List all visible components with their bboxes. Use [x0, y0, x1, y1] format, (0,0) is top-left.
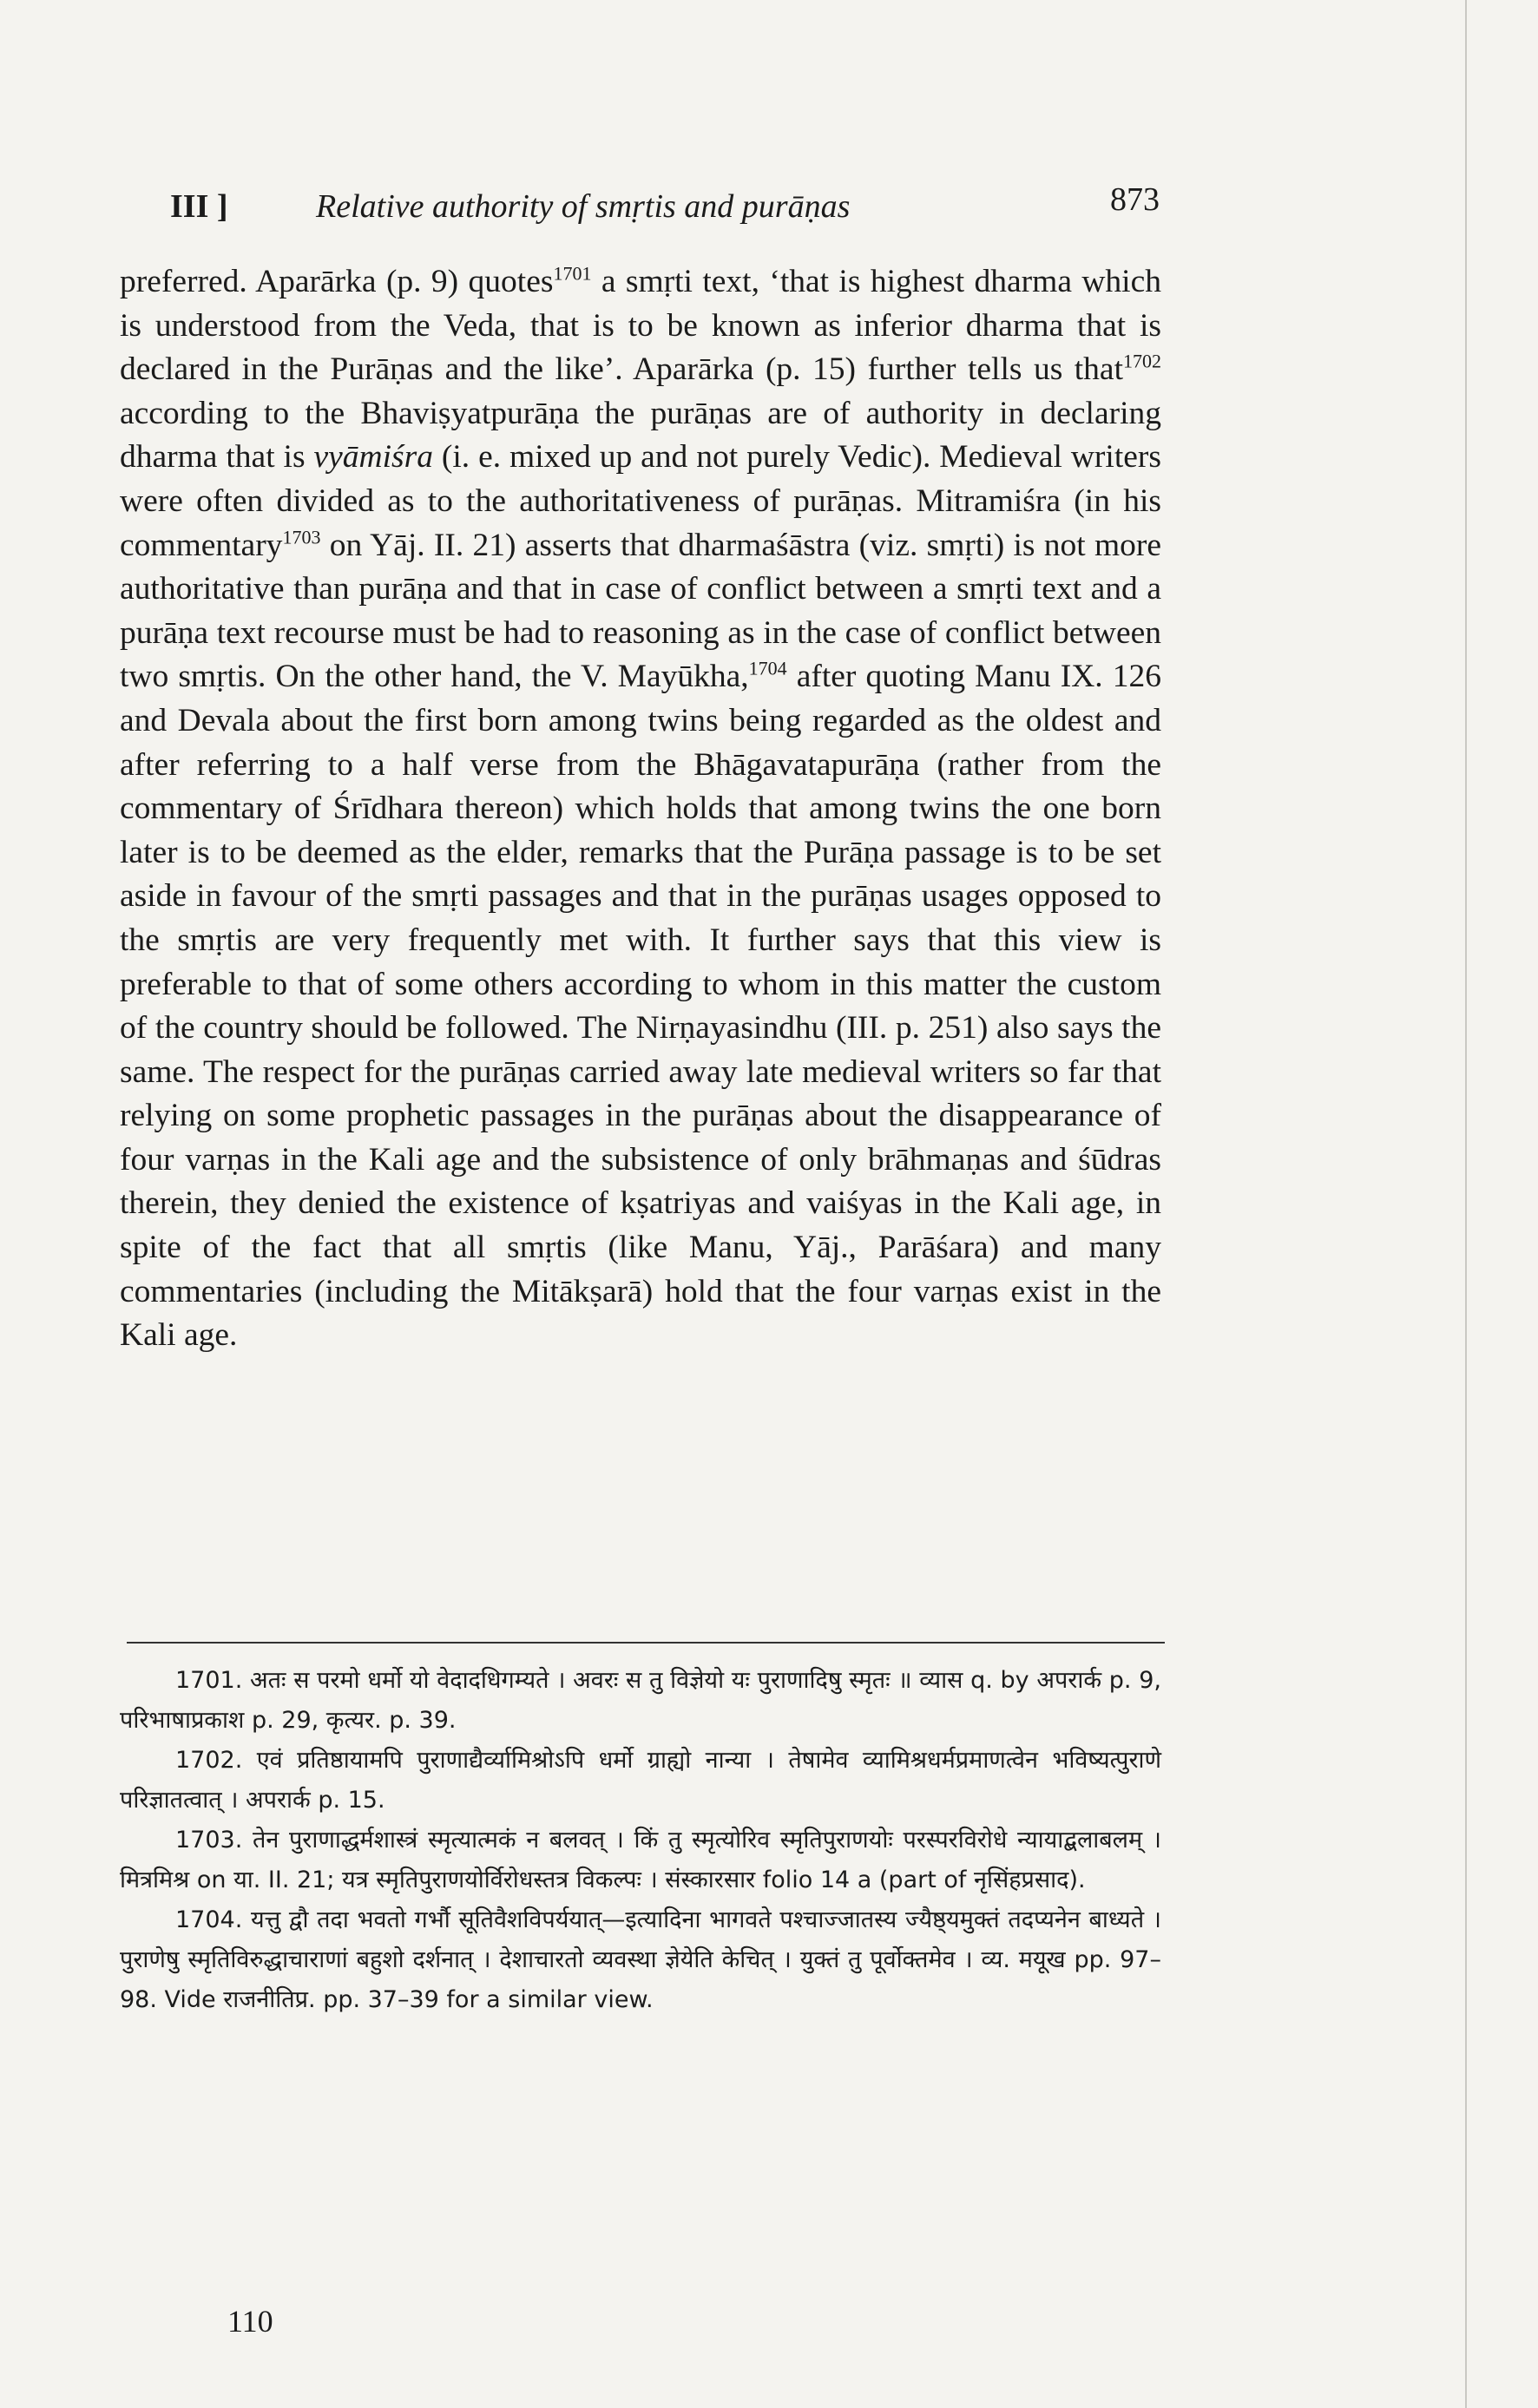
footnote-1702: 1702. एवं प्रतिष्ठायामपि पुराणाद्यैर्व्यामिश्रोऽपि धर्मो ग्राह्यो नान्या । तेषामेव व्यामिश्रधर्मप्रमाणत्वेन भविष्यत्पुराणे परिज्ञातत्वात् । अपरार्क p. 15. [120, 1747, 1161, 1814]
footnotes [120, 1661, 1161, 2020]
footnote-1703: 1703. तेन पुराणाद्धर्मशास्त्रं स्मृत्यात्मकं न बलवत् । किं तु स्मृत्योरिव स्मृतिपुराणयोः परस्परविरोधे न्यायाद्बलाबलम् । मित्रमिश्र on या. II. 21; यत्र स्मृतिपुराणयोर्विरोधस्तत्र विकल्पः । संस्कारसार folio 14 a (part of नृसिंहप्रसाद). [120, 1827, 1161, 1893]
running-title: Relative authority of smṛtis and purāṇas [316, 188, 851, 225]
chapter-marker: III ] [170, 188, 228, 225]
term-vyamisra: vyāmiśra [313, 439, 433, 476]
body-text-segment: a smṛti text, ‘that is highest dharma which is understood from the Veda, that is to be known as inferior dharma that is declared in the Purāṇas and the like’. Aparārka (p. 15) further tells us that [120, 264, 1161, 388]
footnote-divider [127, 1642, 1165, 1644]
footnote-ref-1704: 1704 [748, 657, 787, 679]
body-text-segment: (i. e. mixed up and not purely Vedic). Medieval writers were often divided as to the authoritativeness of purāṇas. Mitramiśra (in his commentary [120, 439, 1161, 563]
footnote-ref-1703: 1703 [282, 526, 321, 548]
footnote-1704: 1704. यत्तु द्वौ तदा भवतो गर्भौ सूतिवैशविपर्ययात्—इत्यादिना भागवते पश्चाज्जातस्य ज्यैष्ठ्यमुक्तं तदप्यनेन बाध्यते । पुराणेषु स्मृतिविरुद्धाचाराणां बहुशो दर्शनात् । देशाचारतो व्यवस्था ज्ञेयेति केचित् । युक्तं तु पूर्वोक्तमेव । व्य. मयूख pp. 97–98. Vide राजनीतिप्र. pp. 37–39 for a similar view. [120, 1906, 1161, 2013]
body-text-segment: according to the Bhaviṣyatpurāṇa the purāṇas are of authority in declaring dharma that is [120, 395, 1161, 476]
body-text-segment: after quoting Manu IX. 126 and Devala about the first born among twins being regarded as the oldest and after referring to a half verse from the Bhāgavatapurāṇa (rather from the commentary of Śrīdhara thereon) which holds that among twins the one born later is to be deemed as the elder, remarks that the Purāṇa passage is to be set aside in favour of the smṛti passages and that in the purāṇas usages opposed to the smṛtis are very frequently met with. It further says that this view is preferable to that of some others according to whom in this matter the custom of the country should be followed. The Nirṇayasindhu (III. p. 251) also says the same. The respect for the purāṇas carried away late medieval writers so far that relying on some prophetic passages in the purāṇas about the disappearance of four varṇas in the Kali age and the subsistence of only brāhmaṇas and śūdras therein, they denied the existence of kṣatriyas and vaiśyas in the Kali age, in spite of the fact that all smṛtis (like Manu, Yāj., Parāśara) and many commentaries (including the Mitākṣarā) hold that the four varṇas exist in the Kali age. [120, 659, 1161, 1354]
footnote-ref-1702: 1702 [1123, 350, 1161, 372]
footnote-1701: 1701. अतः स परमो धर्मो यो वेदादधिगम्यते । अवरः स तु विज्ञेयो यः पुराणादिषु स्मृतः ॥ व्यास q. by अपरार्क p. 9, परिभाषाप्रकाश p. 29, कृत्यर. p. 39. [120, 1667, 1161, 1734]
body-text-segment: on Yāj. II. 21) asserts that dharmaśāstra (viz. smṛti) is not more authoritative than purāṇa and that in case of conflict between a smṛti text and a purāṇa text recourse must be had to reasoning as in the case of conflict between two smṛtis. On the other hand, the V. Mayūkha, [120, 527, 1161, 695]
folio-number: 110 [227, 2304, 273, 2339]
page-number: 873 [1110, 181, 1160, 218]
body-text-segment: preferred. Aparārka (p. 9) quotes [120, 264, 554, 299]
running-header [170, 180, 1160, 233]
body-paragraph [120, 260, 1161, 1358]
footnote-ref-1701: 1701 [553, 262, 592, 285]
page-edge-line [1465, 0, 1467, 2408]
